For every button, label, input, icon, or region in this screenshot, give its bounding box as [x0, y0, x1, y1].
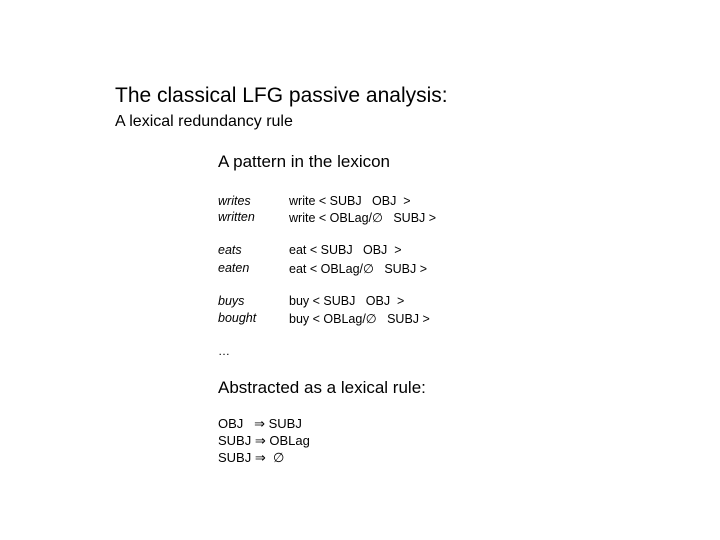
slide-subtitle: A lexical redundancy rule — [115, 113, 293, 130]
passive-frame-buy: buy < OBLag/∅ SUBJ > — [289, 312, 430, 326]
rule-line: SUBJ ⇒ OBLag — [218, 433, 310, 448]
rule-heading: Abstracted as a lexical rule: — [218, 378, 426, 397]
passive-word-eaten: eaten — [218, 261, 250, 275]
rule-line: OBJ ⇒ SUBJ — [218, 416, 302, 431]
active-frame-eat: eat < SUBJ OBJ > — [289, 243, 402, 257]
active-frame-write: write < SUBJ OBJ > — [289, 194, 411, 208]
passive-frame-write: write < OBLag/∅ SUBJ > — [289, 211, 437, 225]
pattern-heading: A pattern in the lexicon — [218, 152, 391, 171]
ellipsis: … — [218, 344, 230, 358]
active-word-buys: buys — [218, 294, 245, 308]
slide-title: The classical LFG passive analysis: — [115, 84, 448, 107]
passive-frame-eat: eat < OBLag/∅ SUBJ > — [289, 262, 428, 276]
active-frame-buy: buy < SUBJ OBJ > — [289, 294, 405, 308]
active-word-eats: eats — [218, 243, 242, 257]
passive-word-bought: bought — [218, 311, 257, 325]
rule-line: SUBJ ⇒ ∅ — [218, 450, 285, 465]
active-word-writes: writes — [218, 194, 251, 208]
passive-word-written: written — [218, 210, 255, 224]
